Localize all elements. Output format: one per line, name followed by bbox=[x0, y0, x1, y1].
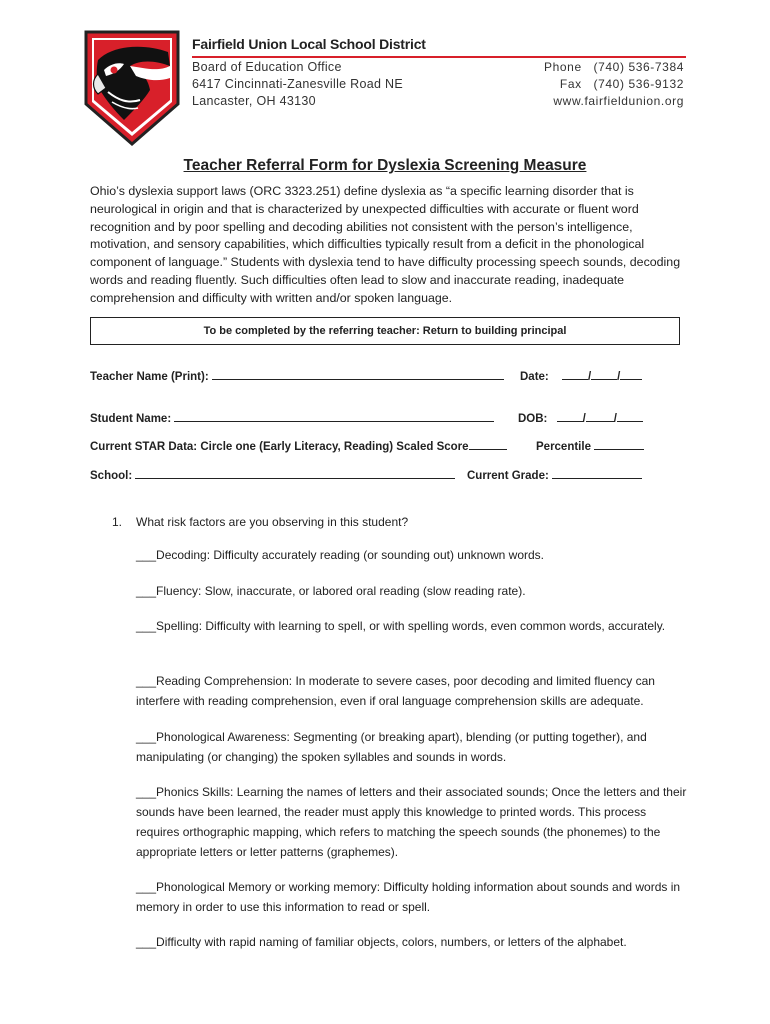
date-day-line[interactable] bbox=[591, 367, 617, 380]
street-address: 6417 Cincinnati-Zanesville Road NE bbox=[192, 77, 403, 91]
school-line[interactable] bbox=[135, 466, 455, 479]
current-grade-field bbox=[467, 466, 642, 482]
intro-paragraph: Ohio’s dyslexia support laws (ORC 3323.251) define dyslexia as “a specific learning disorder that is neurological in origin and that is characterized by unexpected difficulties with accurate or fluent word recognition and by poor spelling and decoding abilities not consistent with the person’s intelligence, motivation, and sensory capabilities, which difficulties typically result from a deficit in the phonological component of language.” Students with dyslexia tend to have difficulty processing speech sounds, decoding words and reading fluently. Such difficulties often lead to slow and inaccurate reading, inadequate comprehension and difficulty with written and/or spoken language. bbox=[90, 184, 681, 305]
dob-slash: / bbox=[613, 413, 617, 425]
student-name-line[interactable] bbox=[174, 409, 494, 422]
percentile-line[interactable] bbox=[594, 437, 644, 450]
question-text: What risk factors are you observing in this student? bbox=[136, 515, 409, 529]
school-field bbox=[90, 466, 455, 482]
student-name-field bbox=[90, 409, 494, 425]
risk-factor-phonological-awareness[interactable]: ___Phonological Awareness: Segmenting (or breaking apart), blending (or putting together), and manipulating (or changing) the spoken syllables and sounds in words. bbox=[136, 730, 647, 764]
star-data-field bbox=[90, 437, 507, 453]
school-label: School: bbox=[90, 470, 133, 482]
risk-factor-reading-comprehension[interactable]: ___Reading Comprehension: In moderate to severe cases, poor decoding and limited fluency can interfere with reading comprehension, even if oral language comprehension skills are adequate. bbox=[136, 674, 655, 708]
teacher-name-field bbox=[90, 367, 504, 383]
percentile-label: Percentile bbox=[536, 441, 591, 453]
teacher-name-line[interactable] bbox=[212, 367, 504, 380]
instruction-box bbox=[90, 317, 680, 345]
dob-label: DOB: bbox=[518, 413, 548, 425]
instruction-text: To be completed by the referring teacher: Return to building principal bbox=[203, 325, 567, 337]
city-address: Lancaster, OH 43130 bbox=[192, 94, 316, 108]
page-title: Teacher Referral Form for Dyslexia Screening Measure bbox=[183, 157, 587, 174]
date-label: Date: bbox=[520, 371, 549, 383]
date-year-line[interactable] bbox=[620, 367, 642, 380]
question-number: 1. bbox=[112, 515, 123, 529]
office-name: Board of Education Office bbox=[192, 60, 342, 74]
date-slash: / bbox=[617, 371, 621, 383]
dob-year-line[interactable] bbox=[617, 409, 643, 422]
scaled-score-line[interactable] bbox=[469, 437, 507, 450]
header-rule bbox=[192, 56, 686, 58]
student-name-label: Student Name: bbox=[90, 413, 172, 425]
fax-number: Fax (740) 536-9132 bbox=[559, 77, 684, 91]
teacher-name-label: Teacher Name (Print): bbox=[90, 371, 209, 383]
website-link[interactable]: www.fairfieldunion.org bbox=[553, 94, 684, 108]
dob-day-line[interactable] bbox=[586, 409, 614, 422]
risk-factor-decoding[interactable]: ___Decoding: Difficulty accurately reading (or sounding out) unknown words. bbox=[136, 548, 545, 562]
risk-factor-phonics-skills[interactable]: ___Phonics Skills: Learning the names of letters and their associated sounds; Once the letters and their sounds have been learned, the reader must apply this knowledge to printed words. This process requires orthographic mapping, which refers to matching the speech sounds (the phonemes) to the appropriate letters or letter patterns (graphemes). bbox=[136, 785, 687, 859]
falcon-head-logo-icon bbox=[84, 30, 180, 146]
phone-number: Phone (740) 536-7384 bbox=[544, 60, 684, 74]
dob-month-line[interactable] bbox=[557, 409, 583, 422]
risk-factor-phonological-memory[interactable]: ___Phonological Memory or working memory: Difficulty holding information about sounds and words in memory in order to use this information to read or spell. bbox=[136, 880, 681, 914]
risk-factor-rapid-naming[interactable]: ___Difficulty with rapid naming of familiar objects, colors, numbers, or letters of the alphabet. bbox=[136, 935, 627, 949]
date-slash: / bbox=[587, 371, 592, 383]
star-data-label: Current STAR Data: Circle one (Early Literacy, Reading) Scaled Score bbox=[90, 441, 469, 453]
current-grade-label: Current Grade: bbox=[467, 470, 549, 482]
risk-factor-fluency[interactable]: ___Fluency: Slow, inaccurate, or labored oral reading (slow reading rate). bbox=[136, 584, 526, 598]
date-field bbox=[520, 367, 642, 383]
risk-factor-spelling[interactable]: ___Spelling: Difficulty with learning to spell, or with spelling words, even common words, accurately. bbox=[136, 619, 666, 633]
percentile-field bbox=[536, 437, 644, 453]
dob-field bbox=[518, 409, 643, 425]
date-month-line[interactable] bbox=[562, 367, 588, 380]
current-grade-line[interactable] bbox=[552, 466, 642, 479]
district-name: Fairfield Union Local School District bbox=[192, 36, 426, 52]
dob-slash: / bbox=[582, 413, 586, 425]
